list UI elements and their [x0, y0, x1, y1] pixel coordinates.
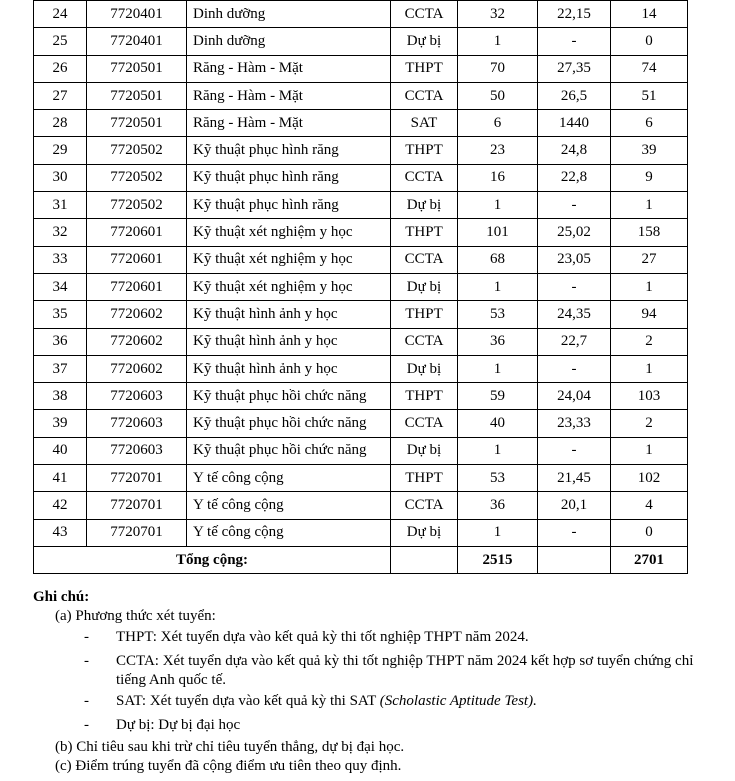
note-b: (b) Chỉ tiêu sau khi trừ chỉ tiêu tuyển thẳng, dự bị đại học.: [55, 738, 405, 755]
row-number: 40: [34, 437, 87, 464]
major-name: Răng - Hàm - Mặt: [187, 82, 391, 109]
admission-method: THPT: [391, 55, 458, 82]
quota: 50: [458, 82, 538, 109]
quota: 36: [458, 492, 538, 519]
cutoff-score: -: [538, 273, 611, 300]
admission-method: THPT: [391, 137, 458, 164]
major-name: Y tế công cộng: [187, 519, 391, 546]
quota: 16: [458, 164, 538, 191]
major-code: 7720601: [87, 273, 187, 300]
admission-method: CCTA: [391, 410, 458, 437]
major-name: Y tế công cộng: [187, 492, 391, 519]
admission-method: CCTA: [391, 82, 458, 109]
admitted-count: 158: [611, 219, 688, 246]
quota: 23: [458, 137, 538, 164]
admitted-count: 1: [611, 273, 688, 300]
table-row: [34, 437, 688, 464]
cutoff-score: -: [538, 28, 611, 55]
cutoff-score: -: [538, 437, 611, 464]
admitted-count: 4: [611, 492, 688, 519]
cutoff-score: 26,5: [538, 82, 611, 109]
quota: 1: [458, 437, 538, 464]
quota: 1: [458, 519, 538, 546]
major-code: 7720602: [87, 355, 187, 382]
method-dubi: Dự bị: Dự bị đại học: [116, 717, 241, 733]
total-row: [34, 546, 688, 573]
quota: 59: [458, 383, 538, 410]
row-number: 41: [34, 465, 87, 492]
major-name: Kỹ thuật xét nghiệm y học: [187, 219, 391, 246]
major-name: Dinh dưỡng: [187, 1, 391, 28]
major-name: Kỹ thuật phục hồi chức năng: [187, 437, 391, 464]
admission-method: CCTA: [391, 492, 458, 519]
row-number: 29: [34, 137, 87, 164]
method-list: [84, 628, 723, 735]
quota: 1: [458, 355, 538, 382]
quota: 1: [458, 273, 538, 300]
major-name: Kỹ thuật phục hồi chức năng: [187, 383, 391, 410]
admitted-count: 1: [611, 437, 688, 464]
table-row: [34, 110, 688, 137]
major-name: Kỹ thuật hình ảnh y học: [187, 355, 391, 382]
method-item: - CCTA: Xét tuyển dựa vào kết quả kỳ thi tốt nghiệp THPT năm 2024 kết hợp sơ tuyển chứng chỉ tiếng Anh quốc tế.: [84, 652, 694, 688]
cutoff-score: -: [538, 519, 611, 546]
row-number: 39: [34, 410, 87, 437]
admission-method: THPT: [391, 219, 458, 246]
major-name: Kỹ thuật phục hình răng: [187, 137, 391, 164]
table-row: [34, 164, 688, 191]
admitted-count: 14: [611, 1, 688, 28]
table-row: [34, 219, 688, 246]
admission-method: THPT: [391, 383, 458, 410]
admission-method: CCTA: [391, 246, 458, 273]
admission-method: Dự bị: [391, 355, 458, 382]
major-name: Răng - Hàm - Mặt: [187, 55, 391, 82]
table-row: [34, 28, 688, 55]
quota: 53: [458, 465, 538, 492]
cutoff-score: 22,15: [538, 1, 611, 28]
table-row: [34, 465, 688, 492]
table-row: [34, 519, 688, 546]
admitted-count: 6: [611, 110, 688, 137]
admission-method: SAT: [391, 110, 458, 137]
admission-method: Dự bị: [391, 273, 458, 300]
major-code: 7720601: [87, 246, 187, 273]
quota: 70: [458, 55, 538, 82]
cutoff-score: 25,02: [538, 219, 611, 246]
admitted-count: 39: [611, 137, 688, 164]
total-score-cell: [538, 546, 611, 573]
admitted-count: 102: [611, 465, 688, 492]
row-number: 26: [34, 55, 87, 82]
admitted-count: 94: [611, 301, 688, 328]
table-row: [34, 137, 688, 164]
row-number: 30: [34, 164, 87, 191]
major-name: Kỹ thuật phục hình răng: [187, 164, 391, 191]
admission-table: [33, 0, 688, 574]
quota: 101: [458, 219, 538, 246]
table-row: [34, 492, 688, 519]
admitted-count: 2: [611, 410, 688, 437]
admission-method: CCTA: [391, 164, 458, 191]
major-code: 7720501: [87, 82, 187, 109]
row-number: 43: [34, 519, 87, 546]
method-item: - SAT: Xét tuyển dựa vào kết quả kỳ thi SAT (Scholastic Aptitude Test).: [84, 693, 537, 710]
row-number: 28: [34, 110, 87, 137]
major-name: Kỹ thuật phục hồi chức năng: [187, 410, 391, 437]
major-code: 7720602: [87, 301, 187, 328]
row-number: 32: [34, 219, 87, 246]
admission-method: CCTA: [391, 328, 458, 355]
major-name: Kỹ thuật phục hình răng: [187, 192, 391, 219]
table-row: [34, 273, 688, 300]
major-name: Kỹ thuật xét nghiệm y học: [187, 273, 391, 300]
table-row: [34, 355, 688, 382]
major-code: 7720701: [87, 465, 187, 492]
major-name: Y tế công cộng: [187, 465, 391, 492]
cutoff-score: 22,7: [538, 328, 611, 355]
major-name: Kỹ thuật hình ảnh y học: [187, 328, 391, 355]
admitted-count: 0: [611, 519, 688, 546]
major-code: 7720701: [87, 492, 187, 519]
note-a-title: (a) Phương thức xét tuyển:: [55, 608, 216, 624]
quota: 36: [458, 328, 538, 355]
cutoff-score: -: [538, 355, 611, 382]
total-target: 2515: [458, 546, 538, 573]
row-number: 38: [34, 383, 87, 410]
major-name: Răng - Hàm - Mặt: [187, 110, 391, 137]
total-method-cell: [391, 546, 458, 573]
admission-method: Dự bị: [391, 519, 458, 546]
row-number: 27: [34, 82, 87, 109]
admitted-count: 51: [611, 82, 688, 109]
cutoff-score: 27,35: [538, 55, 611, 82]
major-code: 7720603: [87, 437, 187, 464]
admission-method: CCTA: [391, 1, 458, 28]
method-sat-italic: (Scholastic Aptitude Test).: [379, 693, 537, 710]
cutoff-score: 24,35: [538, 301, 611, 328]
row-number: 25: [34, 28, 87, 55]
row-number: 34: [34, 273, 87, 300]
table-row: [34, 192, 688, 219]
admission-method: Dự bị: [391, 192, 458, 219]
quota: 40: [458, 410, 538, 437]
row-number: 37: [34, 355, 87, 382]
major-name: Kỹ thuật xét nghiệm y học: [187, 246, 391, 273]
admitted-count: 74: [611, 55, 688, 82]
notes-title: Ghi chú:: [33, 589, 90, 605]
row-number: 42: [34, 492, 87, 519]
table-row: [34, 410, 688, 437]
method-ccta: CCTA: Xét tuyển dựa vào kết quả kỳ thi tốt nghiệp THPT năm 2024 kết hợp sơ tuyển chứng chỉ tiếng Anh quốc tế.: [116, 652, 694, 688]
admitted-count: 0: [611, 28, 688, 55]
admission-method: THPT: [391, 301, 458, 328]
major-code: 7720603: [87, 383, 187, 410]
major-code: 7720501: [87, 110, 187, 137]
cutoff-score: 23,33: [538, 410, 611, 437]
row-number: 33: [34, 246, 87, 273]
table-row: [34, 328, 688, 355]
row-number: 35: [34, 301, 87, 328]
table-row: [34, 246, 688, 273]
major-code: 7720401: [87, 1, 187, 28]
admitted-count: 27: [611, 246, 688, 273]
row-number: 24: [34, 1, 87, 28]
table-row: [34, 383, 688, 410]
admission-method: Dự bị: [391, 437, 458, 464]
method-item: - THPT: Xét tuyển dựa vào kết quả kỳ thi tốt nghiệp THPT năm 2024.: [84, 629, 529, 645]
admitted-count: 1: [611, 192, 688, 219]
cutoff-score: 1440: [538, 110, 611, 137]
method-item: - Dự bị: Dự bị đại học: [84, 717, 241, 733]
major-code: 7720502: [87, 137, 187, 164]
cutoff-score: 21,45: [538, 465, 611, 492]
method-thpt: THPT: Xét tuyển dựa vào kết quả kỳ thi tốt nghiệp THPT năm 2024.: [116, 629, 529, 645]
major-code: 7720603: [87, 410, 187, 437]
table-row: [34, 1, 688, 28]
quota: 1: [458, 28, 538, 55]
method-sat: SAT: Xét tuyển dựa vào kết quả kỳ thi SAT: [116, 693, 380, 710]
admitted-count: 9: [611, 164, 688, 191]
cutoff-score: 24,04: [538, 383, 611, 410]
major-name: Dinh dưỡng: [187, 28, 391, 55]
admitted-count: 1: [611, 355, 688, 382]
notes-section: [33, 590, 723, 778]
major-code: 7720501: [87, 55, 187, 82]
row-number: 31: [34, 192, 87, 219]
cutoff-score: 22,8: [538, 164, 611, 191]
major-code: 7720701: [87, 519, 187, 546]
table-row: [34, 301, 688, 328]
admission-method: Dự bị: [391, 28, 458, 55]
table-row: [34, 82, 688, 109]
note-c: (c) Điểm trúng tuyển đã cộng điểm ưu tiên theo quy định.: [55, 757, 402, 774]
quota: 53: [458, 301, 538, 328]
admitted-count: 103: [611, 383, 688, 410]
major-code: 7720502: [87, 192, 187, 219]
major-code: 7720502: [87, 164, 187, 191]
total-admitted: 2701: [611, 546, 688, 573]
total-label: Tổng cộng:: [34, 546, 391, 573]
major-code: 7720601: [87, 219, 187, 246]
row-number: 36: [34, 328, 87, 355]
quota: 32: [458, 1, 538, 28]
cutoff-score: -: [538, 192, 611, 219]
quota: 68: [458, 246, 538, 273]
cutoff-score: 24,8: [538, 137, 611, 164]
cutoff-score: 23,05: [538, 246, 611, 273]
quota: 6: [458, 110, 538, 137]
admission-method: THPT: [391, 465, 458, 492]
major-name: Kỹ thuật hình ảnh y học: [187, 301, 391, 328]
major-code: 7720602: [87, 328, 187, 355]
admitted-count: 2: [611, 328, 688, 355]
major-code: 7720401: [87, 28, 187, 55]
cutoff-score: 20,1: [538, 492, 611, 519]
quota: 1: [458, 192, 538, 219]
table-row: [34, 55, 688, 82]
